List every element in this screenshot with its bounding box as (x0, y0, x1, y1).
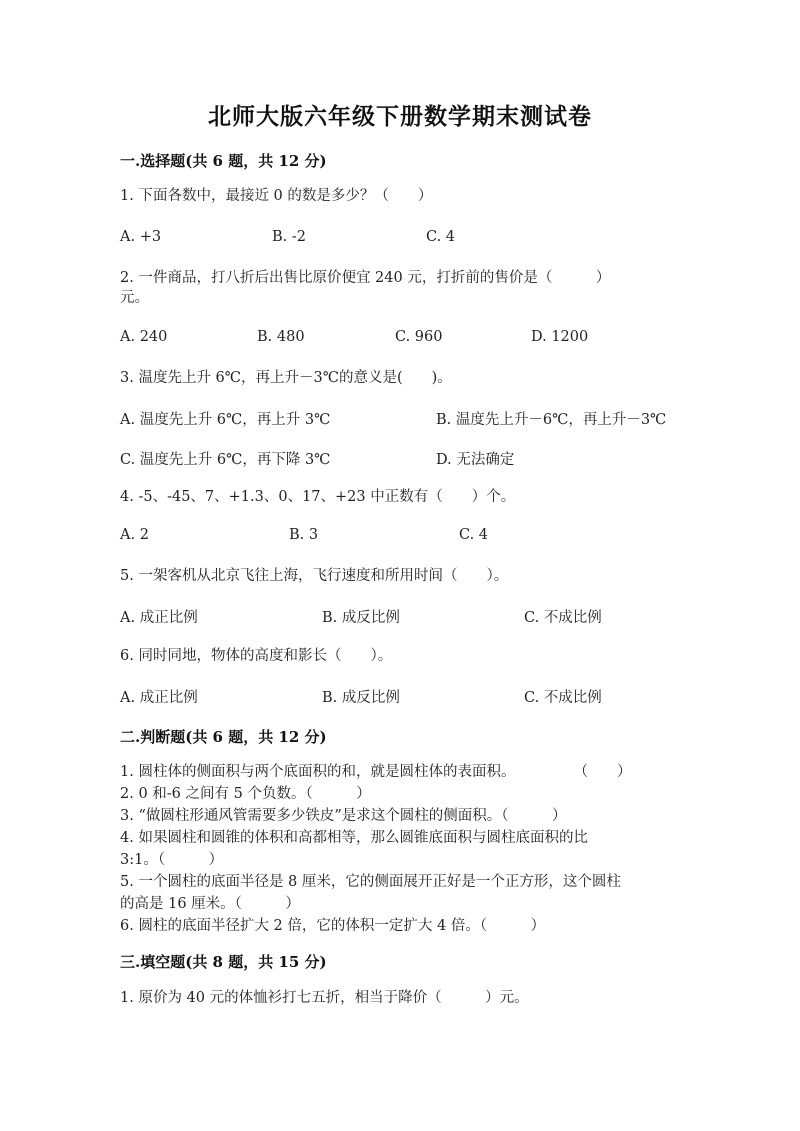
option-c: C. 4 (426, 229, 456, 245)
option-d: D. 无法确定 (436, 452, 515, 468)
question-text: 1. 原价为 40 元的体恤衫打七五折，相当于降价（ ）元。 (120, 990, 529, 1006)
option-b: B. 480 (257, 329, 305, 345)
section-heading-choice: 一.选择题(共 6 题，共 12 分) (120, 152, 327, 170)
judge-line: 3. “做圆柱形通风管需要多少铁皮”是求这个圆柱的侧面积。（ ） (120, 808, 567, 824)
judge-line: 2. 0 和-6 之间有 5 个负数。（ ） (120, 786, 371, 802)
option-b: B. 成反比例 (322, 690, 400, 706)
option-b: B. 成反比例 (322, 610, 400, 626)
option-c: C. 不成比例 (524, 610, 602, 626)
judge-line: 1. 圆柱体的侧面积与两个底面积的和，就是圆柱体的表面积。 （ ） (120, 764, 632, 780)
option-a: A. 成正比例 (120, 690, 198, 706)
option-a: A. 成正比例 (120, 610, 198, 626)
judge-line: 6. 圆柱的底面半径扩大 2 倍，它的体积一定扩大 4 倍。（ ） (120, 918, 546, 934)
section-heading-judge: 二.判断题(共 6 题，共 12 分) (120, 728, 327, 746)
option-c: C. 960 (395, 329, 443, 345)
page-title: 北师大版六年级下册数学期末测试卷 (208, 103, 592, 130)
option-b: B. 3 (289, 527, 319, 543)
question-text: 6. 同时同地，物体的高度和影长（ ）。 (120, 648, 393, 664)
option-c: C. 温度先上升 6℃，再下降 3℃ (120, 452, 331, 468)
option-b: B. -2 (272, 229, 306, 245)
option-a: A. 温度先上升 6℃，再上升 3℃ (120, 412, 331, 428)
option-a: A. +3 (120, 229, 162, 245)
judge-line: 5. 一个圆柱的底面半径是 8 厘米，它的侧面展开正好是一个正方形，这个圆柱 (120, 874, 621, 890)
question-text: 1. 下面各数中，最接近 0 的数是多少？（ ） (120, 188, 433, 204)
judge-line: 3:1。（ ） (120, 852, 224, 868)
judge-line: 4. 如果圆柱和圆锥的体积和高都相等，那么圆锥底面积与圆柱底面积的比 (120, 830, 588, 846)
option-a: A. 2 (120, 527, 149, 543)
option-a: A. 240 (120, 329, 168, 345)
question-text: 2. 一件商品，打八折后出售比原价便宜 240 元，打折前的售价是（ ） (120, 270, 611, 286)
question-text-continued: 元。 (120, 290, 149, 306)
question-text: 3. 温度先上升 6℃，再上升－3℃的意义是( )。 (120, 370, 452, 386)
section-heading-fill: 三.填空题(共 8 题，共 15 分) (120, 953, 327, 971)
question-text: 4. -5、-45、7、+1.3、0、17、+23 中正数有（ ）个。 (120, 489, 516, 505)
question-text: 5. 一架客机从北京飞往上海，飞行速度和所用时间（ ）。 (120, 568, 509, 584)
option-d: D. 1200 (531, 329, 589, 345)
option-c: C. 4 (459, 527, 489, 543)
judge-line: 的高是 16 厘米。（ ） (120, 896, 300, 912)
option-c: C. 不成比例 (524, 690, 602, 706)
option-b: B. 温度先上升－6℃，再上升－3℃ (436, 412, 667, 428)
